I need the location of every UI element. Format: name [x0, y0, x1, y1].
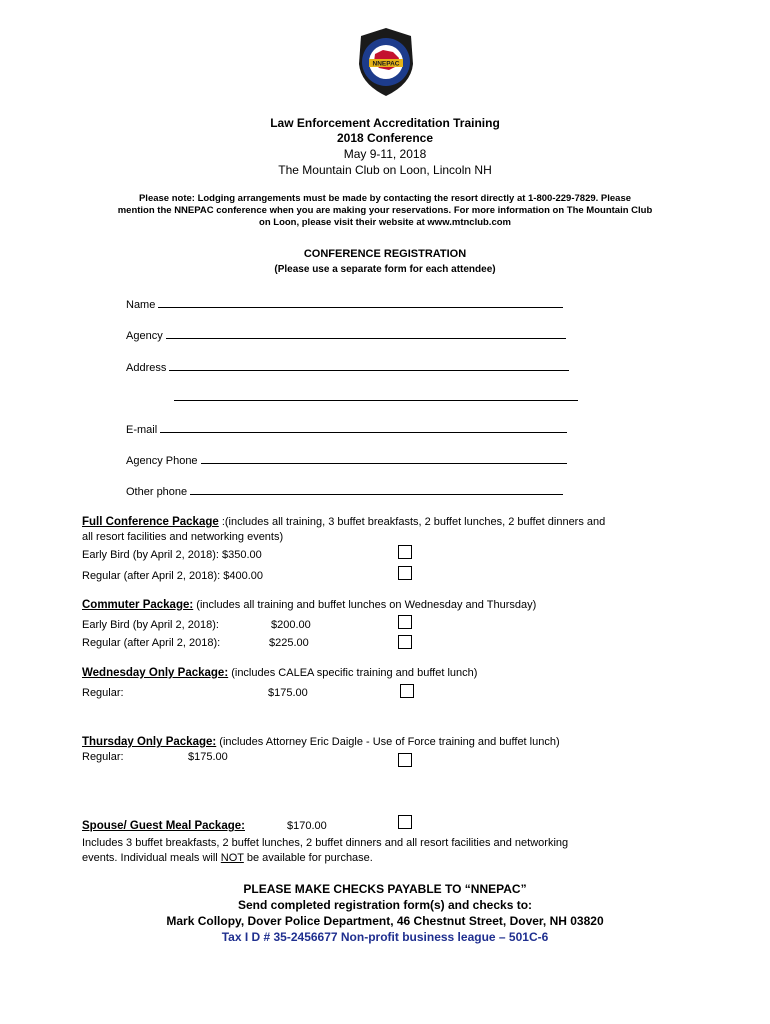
full-regular-checkbox[interactable] [398, 566, 412, 580]
commuter-package-header [82, 599, 536, 611]
email-input-line[interactable] [160, 422, 567, 433]
other-phone-label: Other phone [126, 486, 188, 498]
commuter-early-label: Early Bird (by April 2, 2018): [82, 619, 219, 631]
thursday-package-header [82, 736, 560, 748]
agency-phone-label: Agency Phone [126, 455, 198, 467]
mailing-address: Mark Collopy, Dover Police Department, 46 Chestnut Street, Dover, NH 03820 [166, 914, 604, 928]
note-line-2: mention the NNEPAC conference when you are making your reservations. For more information on The Mountain Club [117, 205, 653, 216]
email-field [126, 422, 567, 436]
spouse-package-title: Spouse/ Guest Meal Package: [82, 820, 245, 832]
full-package-title: Full Conference Package [82, 516, 219, 528]
email-label: E-mail [126, 424, 158, 436]
note-line-3: on Loon, please visit their website at www.mtnclub.com [259, 217, 511, 228]
wednesday-regular-price: $175.00 [268, 687, 308, 699]
spouse-package-desc-1: Includes 3 buffet breakfasts, 2 buffet lunches, 2 buffet dinners and all resort facilities and networking [82, 837, 569, 849]
nnepac-logo [355, 26, 417, 98]
spouse-desc-2-post: be available for purchase. [243, 852, 373, 864]
event-title: Law Enforcement Accreditation Training [270, 116, 500, 130]
other-phone-input-line[interactable] [190, 484, 563, 495]
full-early-bird: Early Bird (by April 2, 2018): $350.00 [82, 549, 262, 561]
full-package-desc-2: all resort facilities and networking events) [82, 531, 284, 543]
thursday-package-title: Thursday Only Package: [82, 736, 217, 748]
wednesday-package-title: Wednesday Only Package: [82, 667, 229, 679]
commuter-package-title: Commuter Package: [82, 599, 194, 611]
event-dates: May 9-11, 2018 [343, 147, 427, 161]
full-early-bird-checkbox[interactable] [398, 545, 412, 559]
spouse-package-price: $170.00 [287, 820, 327, 832]
agency-phone-input-line[interactable] [201, 453, 567, 464]
commuter-early-checkbox[interactable] [398, 615, 412, 629]
spouse-desc-2-pre: events. Individual meals will [82, 852, 221, 864]
thursday-regular-label: Regular: [82, 751, 124, 763]
registration-heading: CONFERENCE REGISTRATION [303, 248, 467, 260]
agency-phone-field [126, 453, 567, 467]
send-to: Send completed registration form(s) and checks to: [237, 898, 533, 912]
payable-to: PLEASE MAKE CHECKS PAYABLE TO “NNEPAC” [243, 882, 527, 896]
thursday-package-desc: (includes Attorney Eric Daigle - Use of Force training and buffet lunch) [216, 736, 560, 748]
spouse-package-header [82, 820, 245, 832]
name-field [126, 297, 563, 311]
wednesday-regular-label: Regular: [82, 687, 124, 699]
name-input-line[interactable] [158, 297, 563, 308]
commuter-regular-label: Regular (after April 2, 2018): [82, 637, 221, 649]
commuter-package-desc: (includes all training and buffet lunches on Wednesday and Thursday) [193, 599, 537, 611]
other-phone-field [126, 484, 563, 498]
tax-id: Tax I D # 35-2456677 Non-profit business league – 501C-6 [221, 930, 549, 944]
spouse-desc-2-not: NOT [220, 852, 244, 864]
agency-input-line[interactable] [166, 328, 566, 339]
address-field [126, 360, 569, 374]
event-subtitle: 2018 Conference [336, 131, 434, 145]
address-label: Address [126, 362, 167, 374]
full-regular: Regular (after April 2, 2018): $400.00 [82, 570, 264, 582]
address-input-line[interactable] [169, 360, 569, 371]
registration-subheading: (Please use a separate form for each attendee) [274, 264, 496, 275]
spouse-package-desc-2 [82, 852, 373, 864]
name-label: Name [126, 299, 156, 311]
full-package-desc-1: :(includes all training, 3 buffet breakfasts, 2 buffet lunches, 2 buffet dinners and [218, 516, 606, 528]
wednesday-regular-checkbox[interactable] [400, 684, 414, 698]
commuter-regular-checkbox[interactable] [398, 635, 412, 649]
address-input-line-2[interactable] [174, 390, 578, 401]
event-venue: The Mountain Club on Loon, Lincoln NH [278, 163, 492, 177]
agency-label: Agency [126, 330, 163, 342]
spouse-package-checkbox[interactable] [398, 815, 412, 829]
note-line-1: Please note: Lodging arrangements must be made by contacting the resort directly at 1-800-229-7829. Please [138, 193, 632, 204]
wednesday-package-header [82, 667, 477, 679]
full-package-header [82, 516, 605, 528]
thursday-regular-checkbox[interactable] [398, 753, 412, 767]
wednesday-package-desc: (includes CALEA specific training and buffet lunch) [228, 667, 478, 679]
commuter-early-price: $200.00 [271, 619, 311, 631]
agency-field [126, 328, 566, 342]
thursday-regular-price: $175.00 [188, 751, 228, 763]
address-line-2-field [174, 390, 578, 404]
commuter-regular-price: $225.00 [269, 637, 309, 649]
svg-text:NNEPAC: NNEPAC [372, 60, 400, 68]
